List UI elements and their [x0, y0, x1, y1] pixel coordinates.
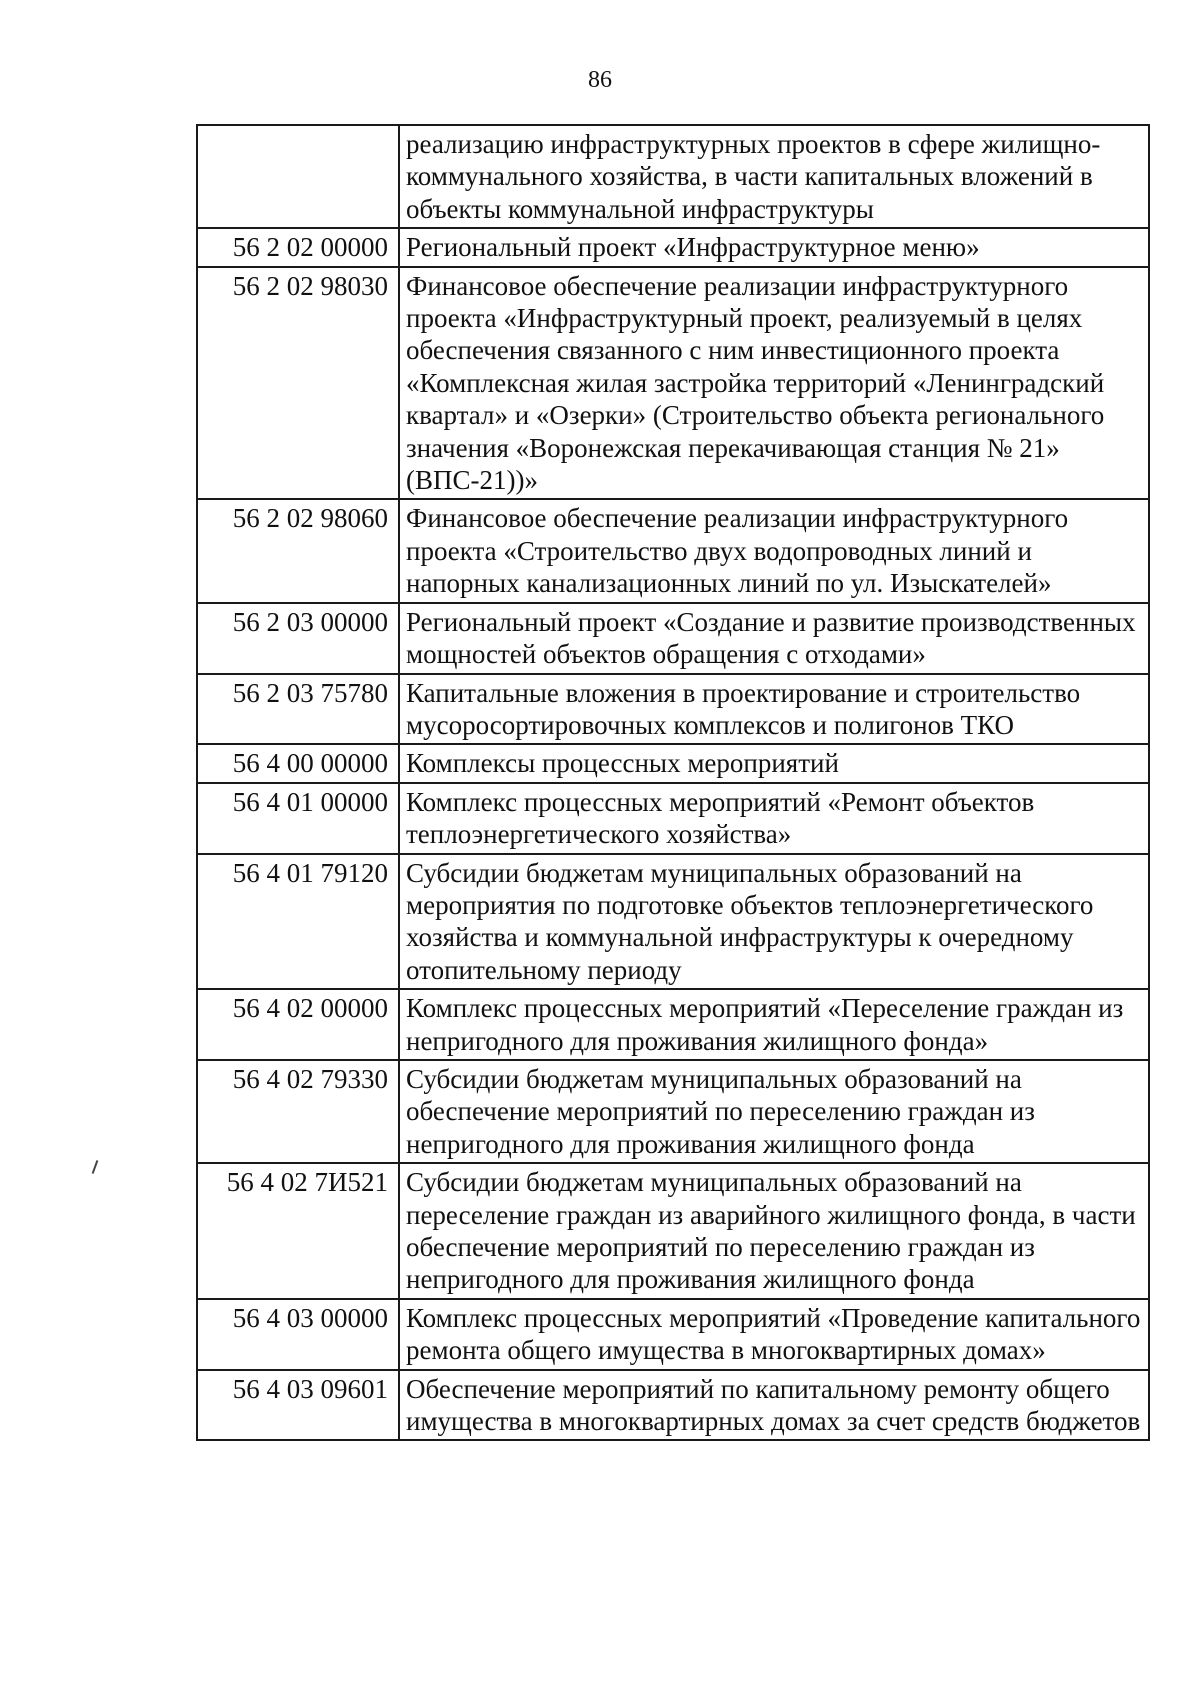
table-row: [197, 1163, 1149, 1299]
row-code: 56 2 02 98060: [197, 499, 399, 602]
row-code: 56 2 02 98030: [197, 267, 399, 500]
table-row: [197, 674, 1149, 745]
row-code: 56 2 03 00000: [197, 603, 399, 674]
row-description: Субсидии бюджетам муниципальных образований на мероприятия по подготовке объектов теплоэнергетического хозяйства и коммунальной инфраструктуры к очередному отопительному периоду: [399, 854, 1149, 990]
scan-mark: [92, 1160, 99, 1174]
page-number: 86: [588, 67, 612, 93]
table-row: [197, 267, 1149, 500]
table-row: [197, 499, 1149, 602]
table-row: [197, 744, 1149, 782]
row-description: Финансовое обеспечение реализации инфраструктурного проекта «Инфраструктурный проект, реализуемый в целях обеспечения связанного с ним инвестиционного проекта «Комплексная жилая застройка территорий «Ленинградский квартал» и «Озерки» (Строительство объекта регионального значения «Воронежская перекачивающая станция № 21» (ВПС-21))»: [399, 267, 1149, 500]
table-row: [197, 125, 1149, 228]
table-row: [197, 228, 1149, 266]
row-description: Региональный проект «Инфраструктурное меню»: [399, 228, 1149, 266]
row-code: 56 4 02 7И521: [197, 1163, 399, 1299]
row-description: Субсидии бюджетам муниципальных образований на обеспечение мероприятий по переселению граждан из непригодного для проживания жилищного фонда: [399, 1060, 1149, 1163]
row-description: Комплекс процессных мероприятий «Проведение капитального ремонта общего имущества в многоквартирных домах»: [399, 1299, 1149, 1370]
table-row: [197, 1370, 1149, 1441]
row-code: 56 4 03 00000: [197, 1299, 399, 1370]
row-description: Региональный проект «Создание и развитие производственных мощностей объектов обращения с отходами»: [399, 603, 1149, 674]
row-code: 56 2 03 75780: [197, 674, 399, 745]
row-code: [197, 125, 399, 228]
row-code: 56 4 01 79120: [197, 854, 399, 990]
row-description: Капитальные вложения в проектирование и строительство мусоросортировочных комплексов и полигонов ТКО: [399, 674, 1149, 745]
row-code: 56 4 02 79330: [197, 1060, 399, 1163]
table-row: [197, 854, 1149, 990]
table-row: [197, 1060, 1149, 1163]
row-description: Комплекс процессных мероприятий «Ремонт объектов теплоэнергетического хозяйства»: [399, 783, 1149, 854]
table-row: [197, 989, 1149, 1060]
row-description: Финансовое обеспечение реализации инфраструктурного проекта «Строительство двух водопроводных линий и напорных канализационных линий по ул. Изыскателей»: [399, 499, 1149, 602]
row-code: 56 4 00 00000: [197, 744, 399, 782]
row-description: реализацию инфраструктурных проектов в сфере жилищно-коммунального хозяйства, в части капитальных вложений в объекты коммунальной инфраструктуры: [399, 125, 1149, 228]
table-row: [197, 603, 1149, 674]
table-row: [197, 783, 1149, 854]
row-description: Комплексы процессных мероприятий: [399, 744, 1149, 782]
row-code: 56 4 03 09601: [197, 1370, 399, 1441]
row-code: 56 4 01 00000: [197, 783, 399, 854]
row-description: Обеспечение мероприятий по капитальному ремонту общего имущества в многоквартирных домах за счет средств бюджетов: [399, 1370, 1149, 1441]
row-code: 56 2 02 00000: [197, 228, 399, 266]
row-description: Субсидии бюджетам муниципальных образований на переселение граждан из аварийного жилищного фонда, в части обеспечение мероприятий по переселению граждан из непригодного для проживания жилищного фонда: [399, 1163, 1149, 1299]
table-row: [197, 1299, 1149, 1370]
classification-table: [196, 124, 1150, 1441]
row-description: Комплекс процессных мероприятий «Переселение граждан из непригодного для проживания жилищного фонда»: [399, 989, 1149, 1060]
row-code: 56 4 02 00000: [197, 989, 399, 1060]
